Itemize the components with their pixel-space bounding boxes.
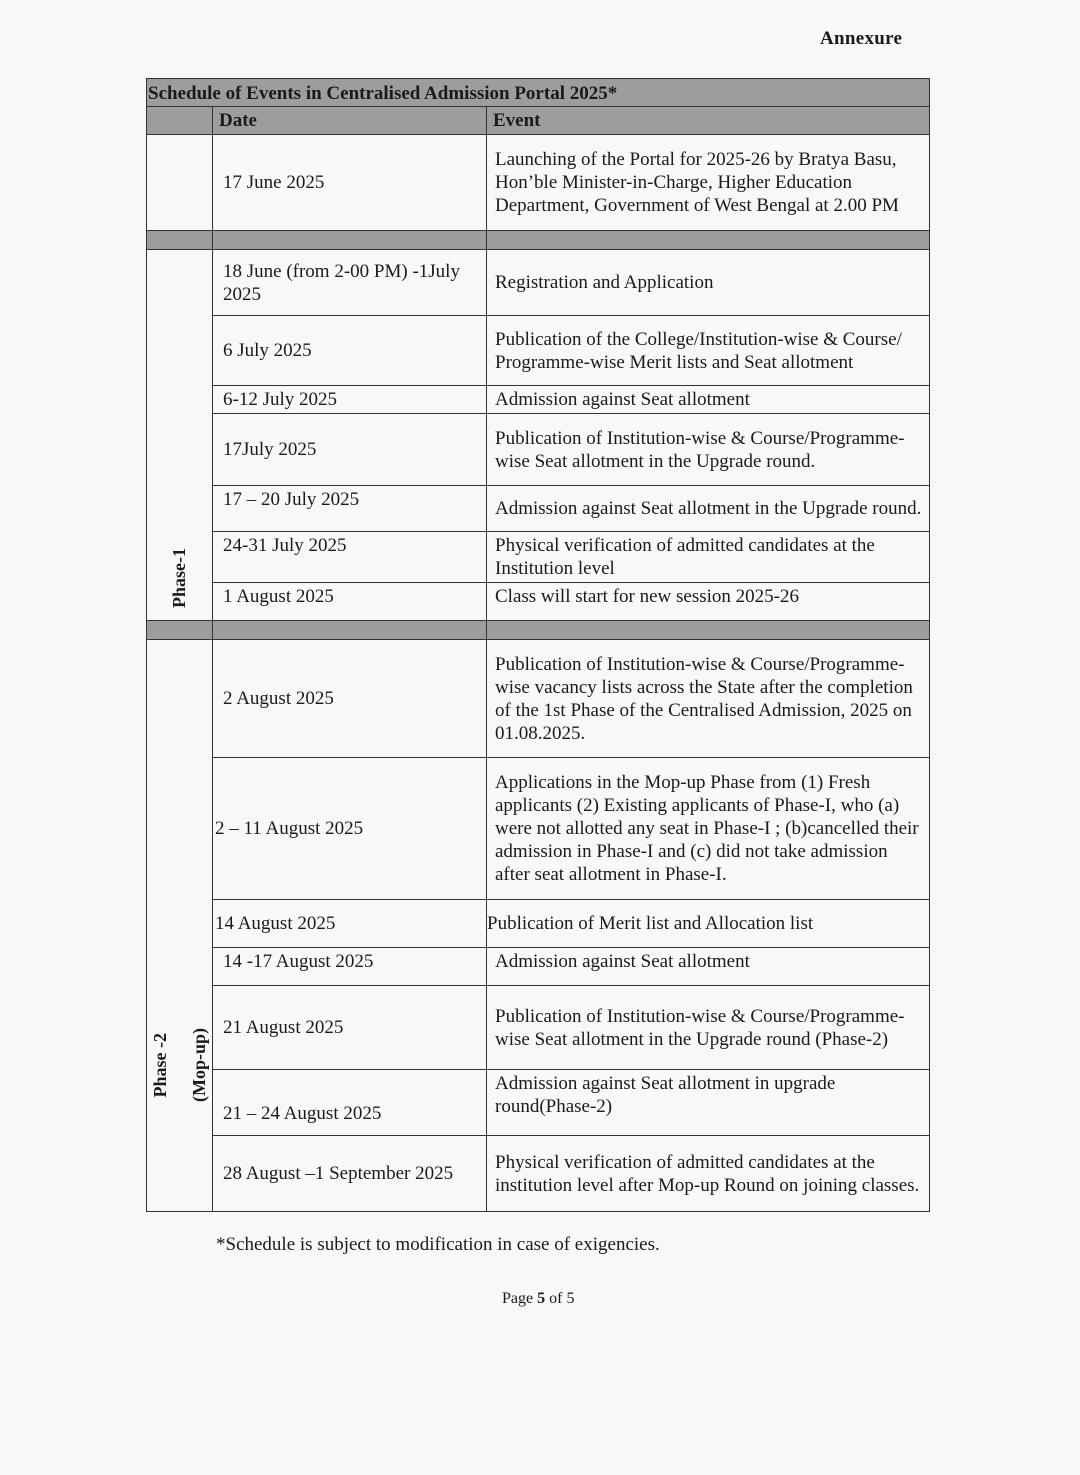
date-cell: 2 August 2025 <box>213 640 487 758</box>
footnote: *Schedule is subject to modification in case of exigencies. <box>216 1234 660 1255</box>
annexure-label: Annexure <box>820 28 903 49</box>
phase-column-header <box>147 107 213 135</box>
event-column-header: Event <box>487 107 930 135</box>
event-cell: Physical verification of admitted candidates at the institution level after Mop-up Round on joining classes. <box>487 1136 930 1212</box>
event-cell: Physical verification of admitted candidates at the Institution level <box>487 532 930 583</box>
page-current: 5 <box>537 1290 546 1307</box>
page-total: 5 <box>566 1290 575 1307</box>
table-title-row <box>147 79 930 107</box>
date-cell: 18 June (from 2-00 PM) -1July 2025 <box>213 250 487 316</box>
date-cell: 28 August –1 September 2025 <box>213 1136 487 1212</box>
page-prefix: Page <box>502 1290 538 1307</box>
event-cell: Admission against Seat allotment in upgrade round(Phase-2) <box>487 1070 930 1136</box>
table-row <box>147 1070 930 1136</box>
date-cell: 6-12 July 2025 <box>213 386 487 414</box>
phase-1-cell <box>147 250 213 621</box>
date-cell: 1 August 2025 <box>213 583 487 621</box>
table-row <box>147 386 930 414</box>
event-cell: Admission against Seat allotment <box>487 386 930 414</box>
phase-2-sublabel: (Mop-up) <box>188 1028 209 1103</box>
separator-row <box>147 231 930 250</box>
date-cell: 17 June 2025 <box>213 135 487 231</box>
date-cell: 17July 2025 <box>213 414 487 486</box>
date-cell: 6 July 2025 <box>213 316 487 386</box>
table-title: Schedule of Events in Centralised Admission Portal 2025* <box>147 79 930 107</box>
table-row-launch <box>147 135 930 231</box>
phase-cell-empty <box>147 135 213 231</box>
date-cell: 14 -17 August 2025 <box>213 948 487 986</box>
date-cell: 24-31 July 2025 <box>213 532 487 583</box>
table-header-row <box>147 107 930 135</box>
event-cell: Applications in the Mop-up Phase from (1) Fresh applicants (2) Existing applicants of Phase-I, who (a) were not allotted any seat in Phase-I ; (b)cancelled their admission in Phase-I and (c) did not take admission after seat allotment in Phase-I. <box>487 758 930 900</box>
table-row <box>147 583 930 621</box>
date-column-header: Date <box>213 107 487 135</box>
phase-2-label: Phase -2 <box>149 1033 170 1098</box>
date-cell: 17 – 20 July 2025 <box>213 486 487 532</box>
page-mid: of <box>545 1290 567 1307</box>
event-cell: Publication of the College/Institution-wise & Course/ Programme-wise Merit lists and Seat allotment <box>487 316 930 386</box>
table-row <box>147 758 930 900</box>
event-cell: Registration and Application <box>487 250 930 316</box>
phase-1-label: Phase-1 <box>169 548 189 608</box>
separator-row <box>147 621 930 640</box>
table-row <box>147 1136 930 1212</box>
date-cell: 2 – 11 August 2025 <box>213 758 487 900</box>
table-row <box>147 486 930 532</box>
date-cell: 21 – 24 August 2025 <box>213 1070 487 1136</box>
table-row <box>147 316 930 386</box>
page-number <box>502 1290 574 1308</box>
table-row <box>147 900 930 948</box>
event-cell: Admission against Seat allotment in the Upgrade round. <box>487 486 930 532</box>
table-row <box>147 948 930 986</box>
date-cell: 14 August 2025 <box>213 900 487 948</box>
table-row <box>147 532 930 583</box>
event-cell: Publication of Institution-wise & Course/Programme-wise vacancy lists across the State after the completion of the 1st Phase of the Centralised Admission, 2025 on 01.08.2025. <box>487 640 930 758</box>
table-row <box>147 414 930 486</box>
phase-2-cell <box>147 640 213 1212</box>
event-cell: Publication of Institution-wise & Course/Programme- wise Seat allotment in the Upgrade round (Phase-2) <box>487 986 930 1070</box>
schedule-table <box>146 78 930 1212</box>
table-row <box>147 640 930 758</box>
table-row <box>147 250 930 316</box>
event-cell: Launching of the Portal for 2025-26 by Bratya Basu, Hon’ble Minister-in-Charge, Higher Education Department, Government of West Bengal at 2.00 PM <box>487 135 930 231</box>
table-row <box>147 986 930 1070</box>
event-cell: Publication of Merit list and Allocation list <box>487 900 930 948</box>
event-cell: Class will start for new session 2025-26 <box>487 583 930 621</box>
date-cell: 21 August 2025 <box>213 986 487 1070</box>
event-cell: Admission against Seat allotment <box>487 948 930 986</box>
event-cell: Publication of Institution-wise & Course/Programme-wise Seat allotment in the Upgrade round. <box>487 414 930 486</box>
